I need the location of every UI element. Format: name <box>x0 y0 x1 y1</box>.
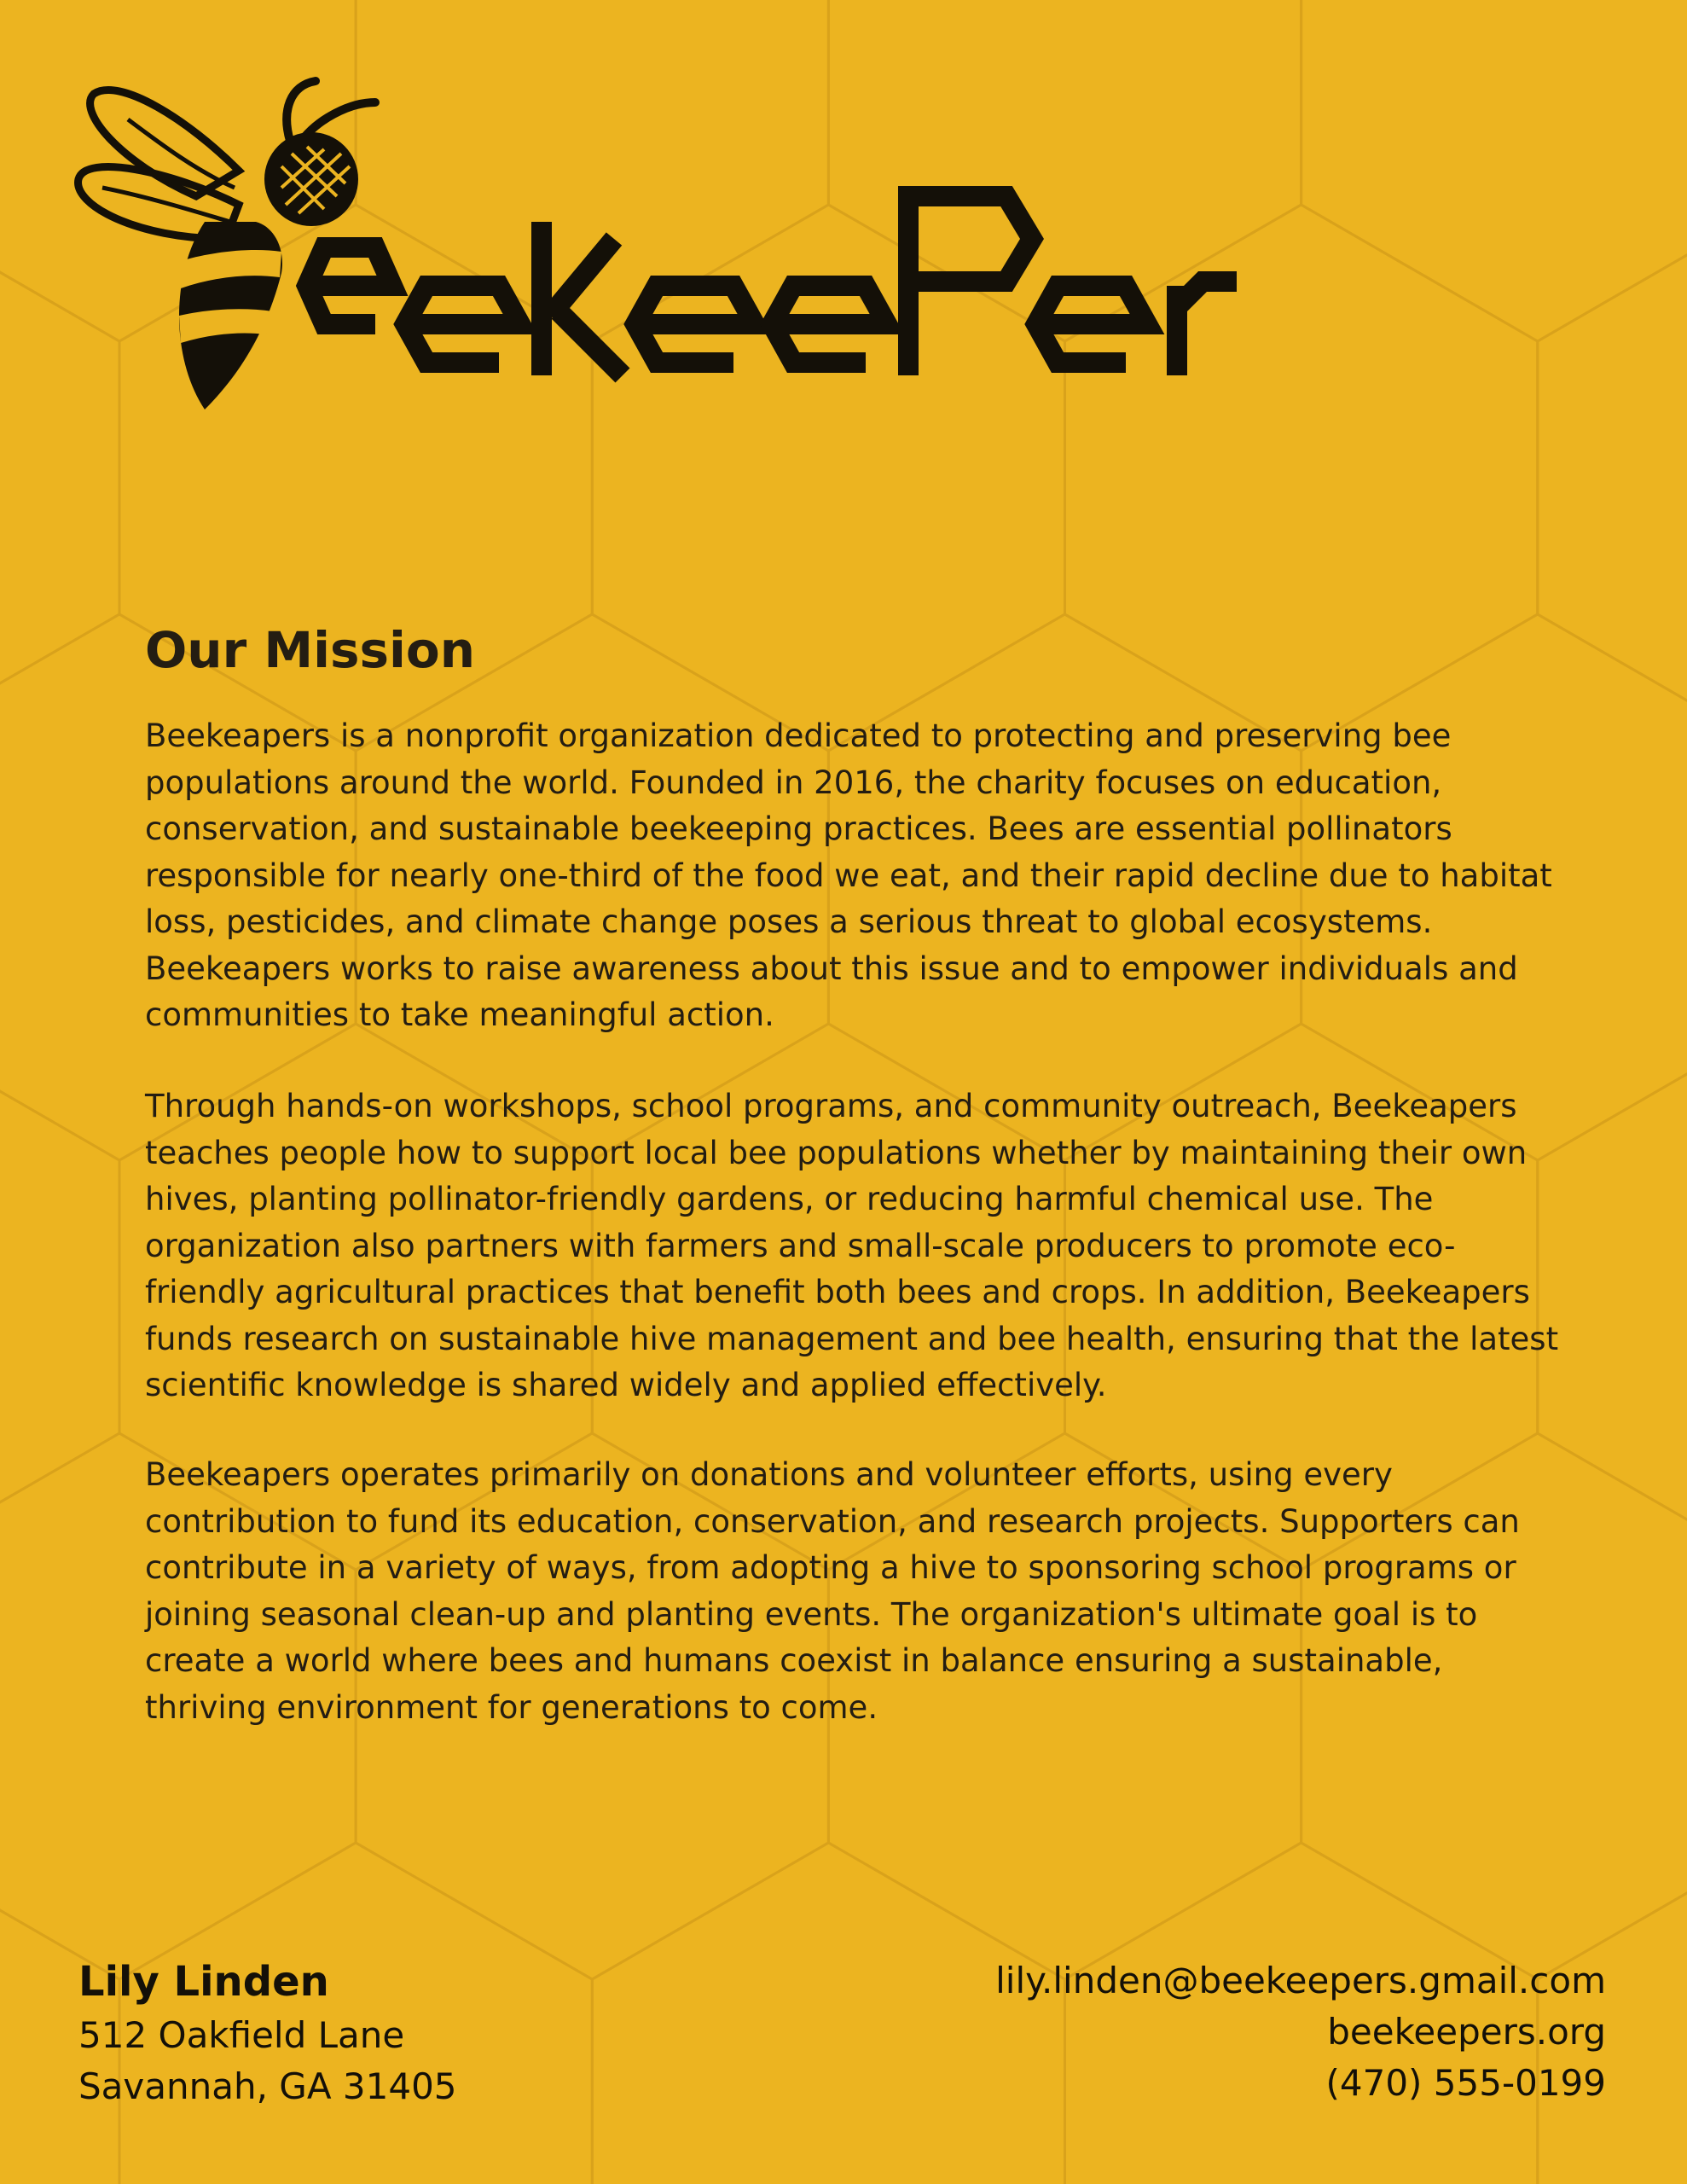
contact-website[interactable]: beekeepers.org <box>1327 2011 1606 2053</box>
mission-paragraph-3: Beekeapers operates primarily on donations and volunteer efforts, using every contribution to fund its education, conservation, and research projects. Supporters can contribute in a variety of ways, from adopting a hive to sponsoring school programs or joining seasonal clean-up and planting events. The organization's ultimate goal is to create a world where bees and humans coexist in balance ensuring a sustainable, thriving environment for generations to come. <box>145 1456 1520 1726</box>
mission-title: Our Mission <box>145 621 476 679</box>
contact-address-block <box>78 1954 457 2112</box>
mission-paragraph-1: Beekeapers is a nonprofit organization dedicated to protecting and preserving bee populations around the world. Founded in 2016, the charity focuses on education, conservation, and sustainable beekeeping practices. Bees are essential pollinators responsible for nearly one-third of the food we eat, and their rapid decline due to habitat loss, pesticides, and climate change poses a serious threat to global ecosystems. Beekeapers works to raise awareness about this issue and to empower individuals and communities to take meaningful action. <box>145 717 1552 1033</box>
contact-name: Lily Linden <box>78 1958 329 2006</box>
contact-email[interactable]: lily.linden@beekeepers.gmail.com <box>995 1960 1606 2001</box>
beekeeper-wordmark <box>307 196 1237 375</box>
contact-phone[interactable]: (470) 555-0199 <box>1325 2062 1606 2104</box>
contact-details-block <box>995 1955 1606 2109</box>
beekeeper-logo <box>68 68 1262 427</box>
address-line-1: 512 Oakfield Lane <box>78 2014 405 2056</box>
mission-paragraph-2: Through hands-on workshops, school programs, and community outreach, Beekeapers teaches people how to support local bee populations whether by maintaining their own hives, planting pollinator-friendly gardens, or reducing harmful chemical use. The organization also partners with farmers and small-scale producers to promote eco-friendly agricultural practices that benefit both bees and crops. In addition, Beekeapers funds research on sustainable hive management and bee health, ensuring that the latest scientific knowledge is shared widely and applied effectively. <box>145 1088 1559 1403</box>
address-line-2: Savannah, GA 31405 <box>78 2065 457 2107</box>
